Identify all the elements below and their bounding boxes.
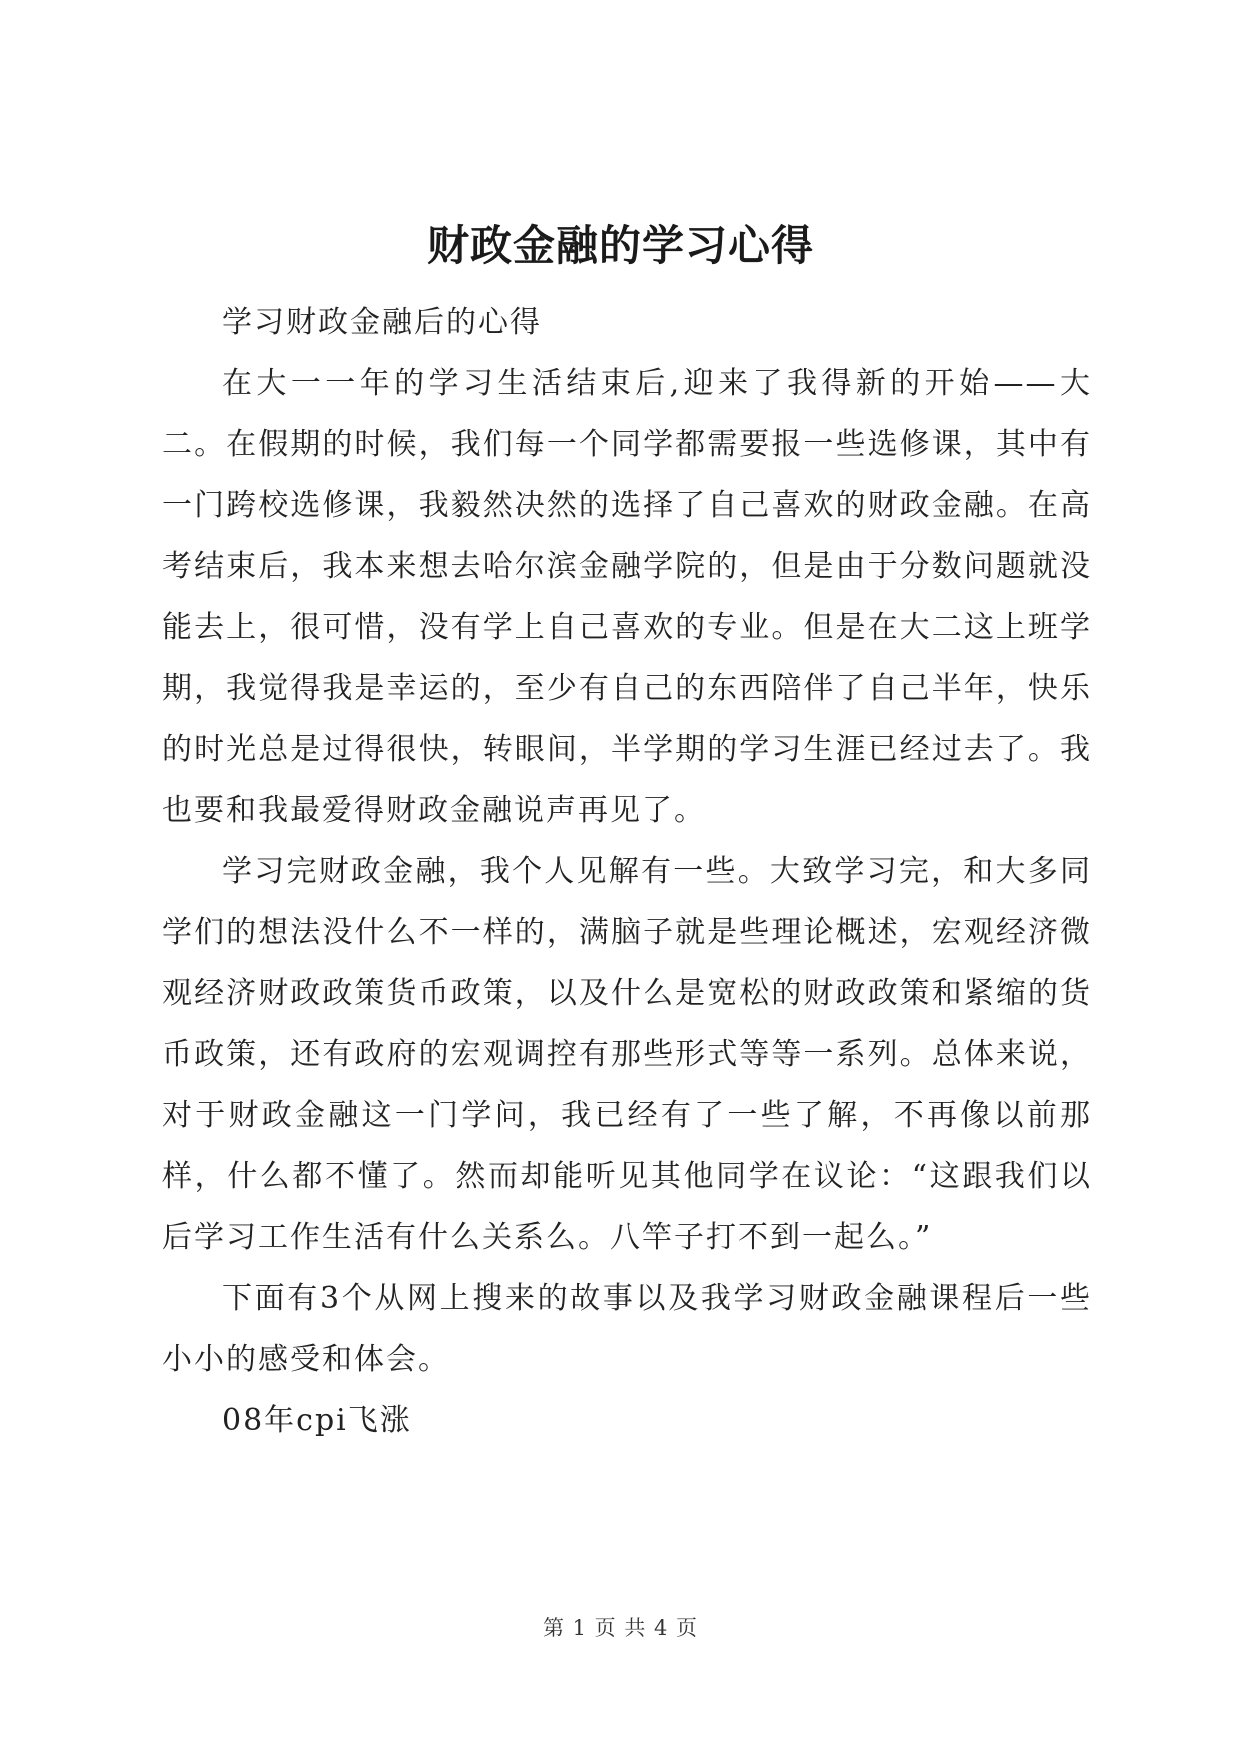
- page-number-footer: 第 1 页 共 4 页: [542, 1616, 699, 1640]
- subtitle-paragraph: 学习财政金融后的心得: [222, 305, 542, 340]
- section-heading-paragraph: 08年cpi飞涨: [222, 1403, 412, 1438]
- body-paragraph: 下面有3个从网上搜来的故事以及我学习财政金融课程后一些小小的感受和体会。: [162, 1281, 1092, 1377]
- body-paragraph: 学习完财政金融，我个人见解有一些。大致学习完，和大多同学们的想法没什么不一样的，满脑子就是些理论概述，宏观经济微观经济财政政策货币政策，以及什么是宽松的财政政策和紧缩的货币政策，还有政府的宏观调控有那些形式等等一系列。总体来说，对于财政金融这一门学问，我已经有了一些了解，不再像以前那样，什么都不懂了。然而却能听见其他同学在议论：“这跟我们以后学习工作生活有什么关系么。八竿子打不到一起么。”: [162, 854, 1092, 1255]
- body-paragraph: 在大一一年的学习生活结束后,迎来了我得新的开始——大二。在假期的时候，我们每一个同学都需要报一些选修课，其中有一门跨校选修课，我毅然决然的选择了自己喜欢的财政金融。在高考结束后，我本来想去哈尔滨金融学院的，但是由于分数问题就没能去上，很可惜，没有学上自己喜欢的专业。但是在大二这上班学期，我觉得我是幸运的，至少有自己的东西陪伴了自己半年，快乐的时光总是过得很快，转眼间，半学期的学习生涯已经过去了。我也要和我最爱得财政金融说声再见了。: [162, 366, 1092, 828]
- document-title: 财政金融的学习心得: [426, 221, 814, 270]
- document-body: [162, 292, 1092, 1451]
